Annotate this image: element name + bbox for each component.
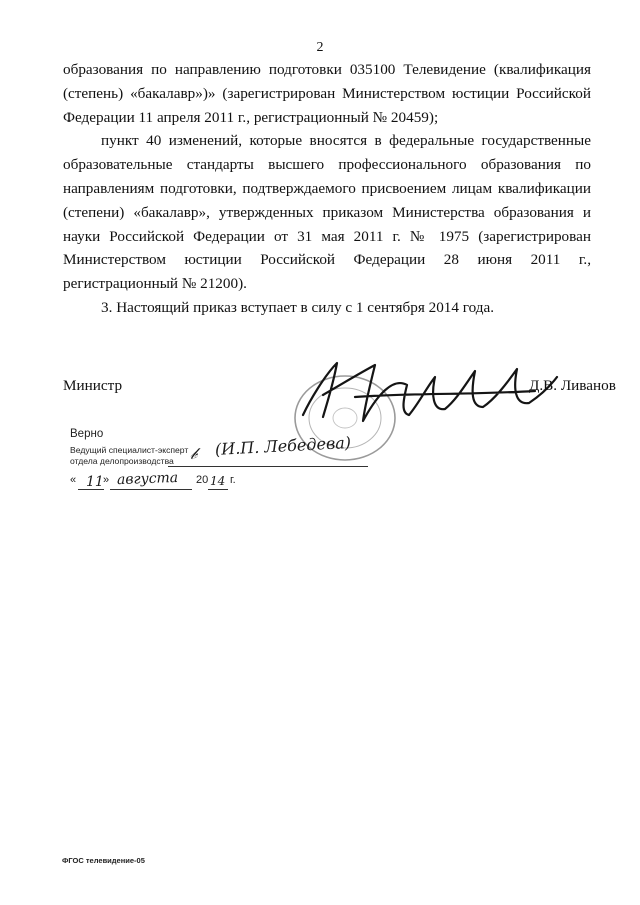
date-year-handwritten: 14 — [210, 474, 226, 488]
minister-name: Д.В. Ливанов — [529, 377, 616, 394]
verified-label: Верно — [70, 428, 104, 440]
date-year-unit: г. — [230, 474, 236, 486]
date-day-underline — [78, 489, 104, 490]
date-year-underline — [208, 489, 228, 490]
footer-code: ФГОС телевидение-05 — [62, 856, 145, 865]
date-day-handwritten: 11 — [86, 474, 104, 490]
verifier-initial-mark: 𝒷 — [190, 444, 197, 463]
date-quote-open: « — [70, 474, 77, 486]
date-year-prefix: 20 — [196, 474, 209, 486]
document-body — [63, 58, 591, 320]
date-month-handwritten: августа — [116, 469, 179, 489]
paragraph-continuation: образования по направлению подготовки 035100 Телевидение (квалификация (степень) «бакалавр»)» (зарегистрирован Министерством юстиции Российской Федерации 11 апреля 2011 г., регистрационный № 20459); — [63, 61, 591, 126]
date-month-underline — [110, 489, 192, 490]
page-number: 2 — [316, 40, 324, 55]
date-quote-close: » — [103, 474, 110, 486]
verifier-signature-underline — [168, 466, 368, 467]
paragraph-effective-date: 3. Настоящий приказ вступает в силу с 1 сентября 2014 года. — [101, 298, 495, 316]
minister-title: Министр — [63, 377, 123, 394]
paragraph-point-40: пункт 40 изменений, которые вносятся в федеральные государственные образовательные стандарты высшего профессионального образования по направлениям подготовки, подтверждаемого присвоением лицам квалификации (степени) «бакалавр», утвержденных приказом Министерства образования и науки Российской Федерации от 31 мая 2011 г. № 1975 (зарегистрирован Министерством юстиции Российской Федерации 28 июня 2011 г., регистрационный № 21200). — [63, 132, 591, 293]
verifier-handwritten-name: (И.П. Лебедева) — [214, 432, 352, 459]
verifier-position-line1: Ведущий специалист-эксперт — [70, 445, 189, 455]
verifier-position-line2: отдела делопроизводства — [70, 456, 174, 466]
